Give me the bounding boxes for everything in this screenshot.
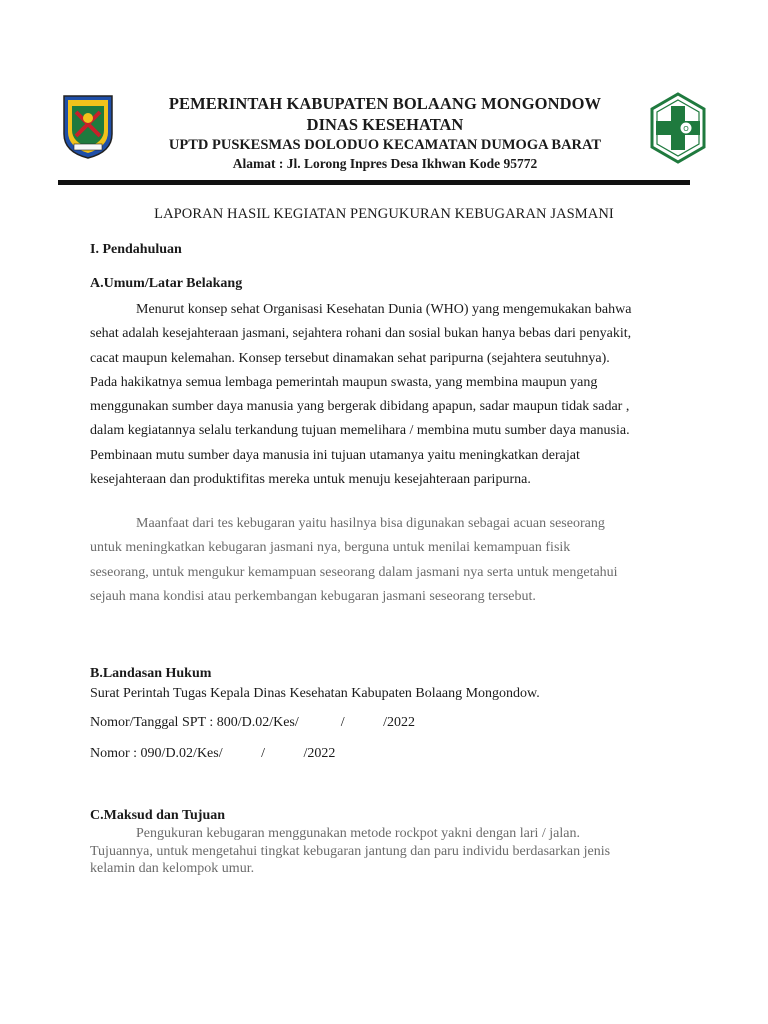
regency-crest-icon: [62, 94, 114, 160]
paragraph-line: untuk meningkatkan kebugaran jasmani nya, berguna untuk menilai kemampuan fisik: [90, 540, 571, 556]
paragraph-line: cacat maupun kelemahan. Konsep tersebut dinamakan sehat paripurna (sejahtera seutuhnya).: [90, 350, 610, 366]
paragraph-line: Tujuannya, untuk mengetahui tingkat kebugaran jantung dan paru individu berdasarkan jenis: [90, 843, 611, 859]
letter-number: Nomor : 090/D.02/Kes/ / /2022: [90, 746, 336, 761]
section-c-heading: C.Maksud dan Tujuan: [90, 808, 226, 823]
svg-text:O: O: [683, 125, 689, 133]
background-paragraph-1: [90, 298, 677, 492]
section-a-heading: A.Umum/Latar Belakang: [90, 276, 243, 291]
paragraph-line: Pengukuran kebugaran menggunakan metode rockpot yakni dengan lari / jalan.: [136, 826, 580, 841]
paragraph-line: sehat adalah kesejahteraan jasmani, sejahtera rohani dan sosial bukan hanya bebas dari penyakit,: [90, 326, 632, 342]
paragraph-line: Menurut konsep sehat Organisasi Kesehatan Dunia (WHO) yang mengemukakan bahwa: [136, 302, 632, 317]
paragraph-line: menggunakan sumber daya manusia yang bergerak dibidang apapun, sadar maupun tidak sadar ,: [90, 399, 630, 415]
letterhead-agency: DINAS KESEHATAN: [306, 115, 464, 134]
paragraph-line: Pembinaan mutu sumber daya manusia ini tujuan utamanya yaitu meningkatkan derajat: [90, 447, 580, 463]
puskesmas-cross-icon: [650, 92, 706, 164]
section-b-heading: B.Landasan Hukum: [90, 666, 212, 681]
paragraph-line: seseorang, untuk mengukur kemampuan seseorang dalam jasmani nya serta untuk mengetahui: [90, 564, 618, 580]
section-pendahuluan-heading: I. Pendahuluan: [90, 242, 182, 257]
report-title: LAPORAN HASIL KEGIATAN PENGUKURAN KEBUGARAN JASMANI: [154, 206, 614, 222]
paragraph-line: Pada hakikatnya semua lembaga pemerintah maupun swasta, yang membina maupun yang: [90, 374, 598, 390]
letterhead-address: Alamat : Jl. Lorong Inpres Desa Ikhwan Kode 95772: [232, 156, 538, 171]
spt-number: Nomor/Tanggal SPT : 800/D.02/Kes/ / /2022: [90, 715, 416, 730]
paragraph-line: kesejahteraan dan produktifitas mereka untuk menuju kesejahteraan paripurna.: [90, 472, 531, 488]
paragraph-line: dalam kegiatannya selalu terkandung tujuan memelihara / membina mutu sumber daya manusia.: [90, 423, 630, 439]
paragraph-line: Maanfaat dari tes kebugaran yaitu hasilnya bisa digunakan sebagai acuan seseorang: [136, 516, 605, 531]
background-paragraph-2: [90, 512, 677, 609]
purpose-paragraph: [90, 825, 677, 878]
letterhead-government: PEMERINTAH KABUPATEN BOLAANG MONGONDOW: [168, 94, 602, 113]
letterhead-unit: UPTD PUSKESMAS DOLODUO KECAMATAN DUMOGA BARAT: [168, 137, 602, 153]
legal-basis-text: Surat Perintah Tugas Kepala Dinas Kesehatan Kabupaten Bolaang Mongondow.: [90, 686, 540, 701]
paragraph-line: kelamin dan kelompok umur.: [90, 861, 255, 876]
header-divider: [58, 180, 690, 185]
letterhead: [120, 94, 650, 173]
paragraph-line: sejauh mana kondisi atau perkembangan kebugaran jasmani seseorang tersebut.: [90, 588, 536, 604]
